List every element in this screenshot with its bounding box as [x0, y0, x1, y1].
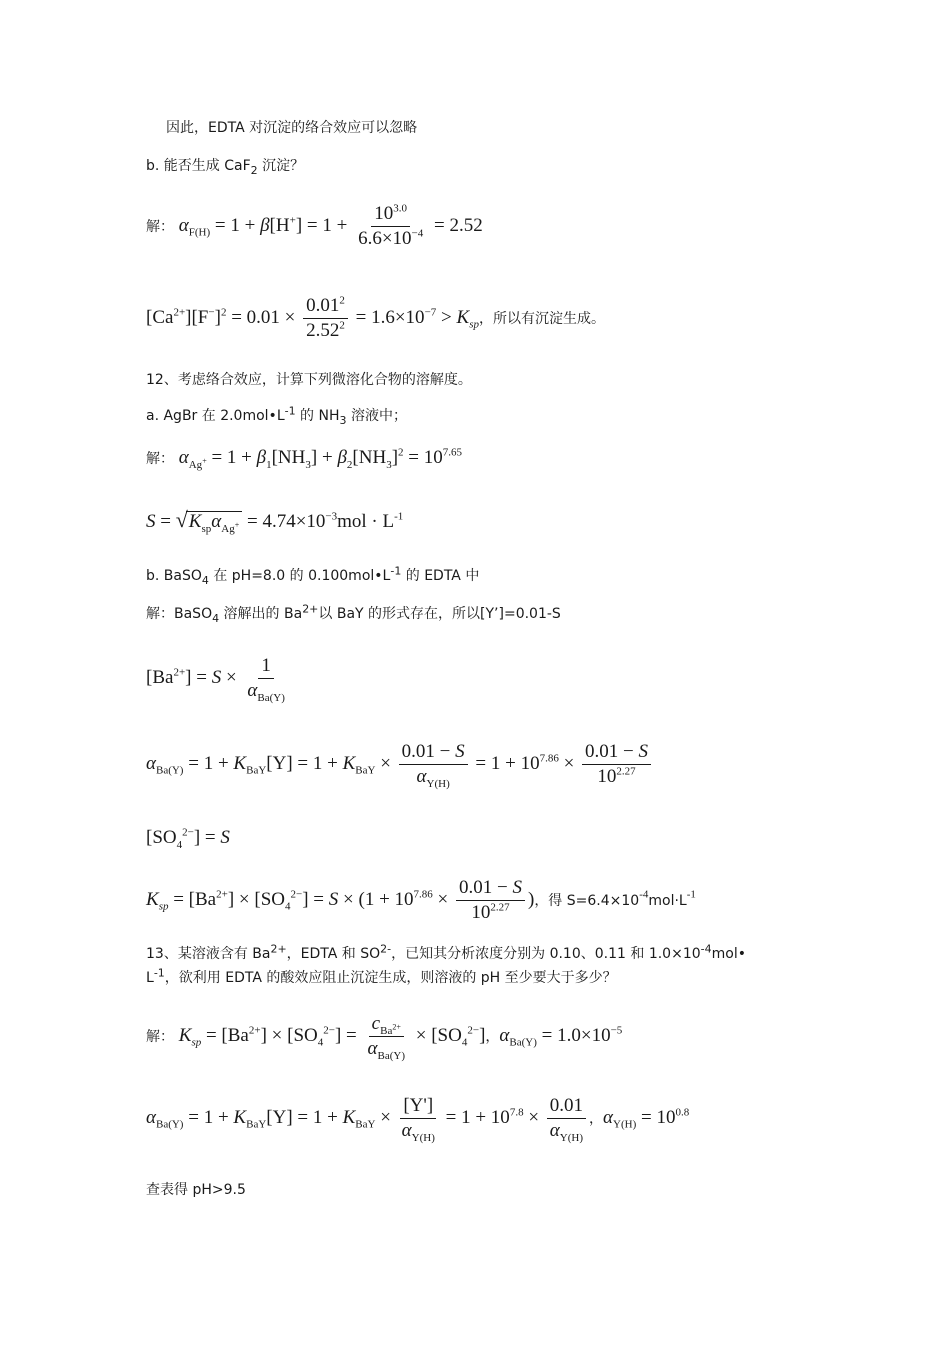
exp: 3.0 [393, 202, 408, 215]
question-13-line2: $L^{-1}$，欲利用 EDTA 的酸效应阻止沉淀生成，则溶液的 pH 至少要大于多少？ [146, 966, 617, 986]
text-conclusion-edta: 因此，EDTA 对沉淀的络合效应可以忽略 [166, 120, 418, 136]
text: ，已知其分析浓度分别为 0.10、0.11 和 1.0×10 [391, 946, 701, 962]
text: 沉淀？ [257, 158, 305, 174]
question-12: 12、考虑络合效应，计算下列微溶化合物的溶解度。 [146, 372, 472, 388]
text: L [146, 970, 154, 986]
exp: −5 [610, 1024, 623, 1037]
label-jie: 解： [146, 1028, 174, 1045]
exp: −4 [411, 227, 424, 240]
equation-solubility-agbr: $S = √K_{sp}\alpha_{Ag^+} = 4.74\times 10^{-3}mol \cdot L^{-1}$ [146, 507, 404, 535]
text: a. AgBr 在 2.0mol•L [146, 408, 285, 424]
equation-alpha-bay-13: $\alpha_{Ba(Y)} = 1 + K_{BaY}[Y] = 1 + K_{BaY}$ × $\frac{[Y']}{\alpha_{Y(H)}}$ = $1 + 10^{7.8}$ × $\frac{0.01}{\alpha_{Y(H)}}$ ，$\alpha_{Y(H)} = 10^{0.8}$ [146, 1095, 690, 1144]
text: ， [589, 1110, 604, 1127]
question-b-caf2: b. 能否生成 CaF$_2$ 沉淀？ [146, 158, 305, 177]
text: ，EDTA 和 SO [286, 946, 381, 962]
value-alpha-fh: 2.52 [449, 214, 483, 236]
equation-so4: $[SO_4^{2-}] = S$ [146, 826, 230, 851]
exp: 7.86 [539, 752, 559, 765]
equation-ksp-baso4: $K_{sp} = [Ba^{2+}] \times [SO_4^{2-}] = S \times (1 + 10^{7.86}$ × $\frac{0.01 - S}{10^{2.27}}$ )，得 $S=6.4\times 10^{-4}mol\cdot L^{-1}$ [146, 877, 696, 923]
label-jie: 解： [146, 218, 174, 235]
num: 10 [374, 203, 394, 224]
label-jie: 解： [146, 451, 174, 467]
text: mol·L [648, 892, 687, 909]
exp: −3 [325, 510, 338, 523]
text: 溶解出的 Ba [219, 606, 303, 622]
value: 10 [520, 752, 540, 774]
equation-alpha-fh: 解： $\alpha_{F(H)} = 1 + \beta[H^+] = 1$ + $\frac{10^{3.0}}{6.6\times 10^{-4}}$ = 2.52 [146, 202, 483, 249]
equation-alpha-ag: 解： $\alpha_{Ag^+} = 1 + \beta_1[NH_3] + \beta_2[NH_3]^2 = 10^{7.65}$ [146, 446, 462, 471]
exp: 2.27 [616, 765, 636, 778]
exp: −7 [424, 306, 437, 319]
question-12b: b. BaSO$_4$ 在 pH=8.0 的 $0.100mol•L^{-1}$ 的 EDTA 中 [146, 564, 480, 587]
text-result: ，得 S=6.4×10 [534, 892, 640, 909]
value-ca-result: 1.6×10 [371, 306, 425, 328]
exp: 7.8 [509, 1106, 524, 1119]
text: 解：BaSO [146, 606, 213, 622]
text: 以 BaY 的形式存在，所以[Y’]=0.01-S [318, 606, 561, 622]
value: 10 [656, 1106, 676, 1128]
text: ， [485, 1028, 500, 1045]
value: 1.0×10 [557, 1024, 611, 1046]
text: 的 NH [295, 408, 340, 424]
question-12a: a. AgBr 在 $2.0mol•L^{-1}$ 的 $NH_3$ 溶液中； [146, 404, 407, 427]
solution-12b-intro: 解：BaSO$_4$ 溶解出的 $Ba^{2+}$以 BaY 的形式存在，所以[Y’]=0.01-S [146, 602, 561, 625]
value-s: 4.74×10 [262, 511, 326, 532]
equation-ksp-13: 解： $K_{sp} = [Ba^{2+}] \times [SO_4^{2-}]$ = $\frac{c_{Ba^{2+}}}{\alpha_{Ba(Y)}}$ × $[SO_4^{2-}]$，$\alpha_{Ba(Y)} = 1.0\times 10^{-5}$ [146, 1013, 623, 1062]
equation-ba-conc: $[Ba^{2+}] = S$ × $\frac{1}{\alpha_{Ba(Y)}}$ [146, 655, 285, 704]
question-13-line1: 13、某溶液含有 $Ba^{2+}$，EDTA 和 $SO^{2-}$，已知其分析浓度分别为 0.10、0.11 和 $1.0\times 10^{-4}mol•$ [146, 942, 746, 962]
exp: 7.65 [442, 446, 462, 459]
den: 6.6×10 [358, 228, 412, 249]
final-answer: 查表得 pH>9.5 [146, 1182, 246, 1198]
exp: 0.8 [675, 1106, 690, 1119]
text: 溶液中； [346, 408, 407, 424]
text: 13、某溶液含有 Ba [146, 946, 271, 962]
text: ，欲利用 EDTA 的酸效应阻止沉淀生成，则溶液的 pH 至少要大于多少？ [164, 970, 617, 986]
text: mol• [711, 946, 746, 962]
text: b. 能否生成 CaF [146, 158, 251, 174]
value: 10 [423, 447, 443, 468]
equation-alpha-bay: $\alpha_{Ba(Y)} = 1 + K_{BaY}[Y] = 1 + K_{BaY}$ × $\frac{0.01 - S}{\alpha_{Y(H)}}$ = $1 + 10^{7.86}$ × $\frac{0.01 - S}{10^{2.27}}$ [146, 742, 654, 787]
text: 的 EDTA 中 [401, 568, 480, 584]
equation-ca-f-product: $[Ca^{2+}][F^-]^2 = 0.01$ × $\frac{0.01^2}{2.52^2}$ = $1.6\times 10^{-7} > K_{sp}$，所以有沉淀生成。 [146, 294, 605, 341]
text: 在 pH=8.0 的 0.100mol•L [208, 568, 391, 584]
text: b. BaSO [146, 568, 202, 584]
text: ，所以有沉淀生成。 [478, 310, 605, 327]
